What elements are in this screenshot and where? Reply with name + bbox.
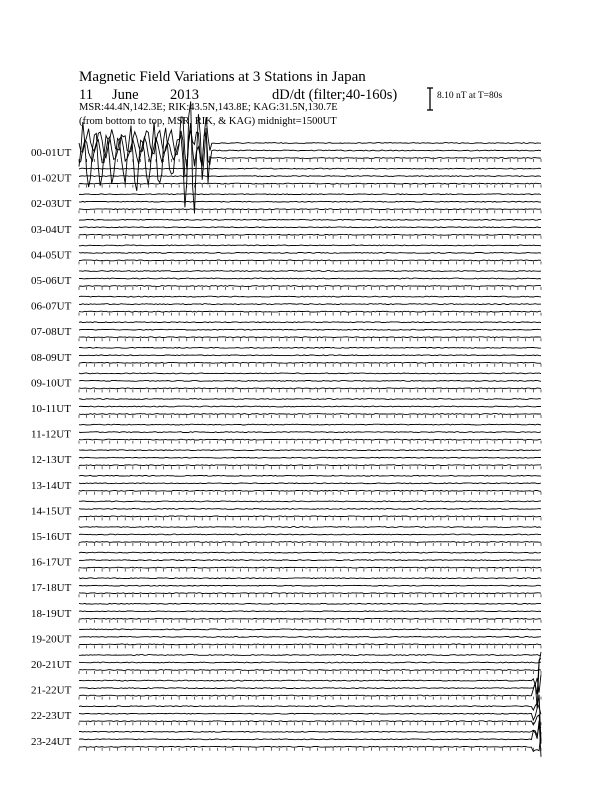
- hour-label: 08-09UT: [31, 351, 72, 364]
- trace-rik: [79, 253, 541, 254]
- trace-rik: [79, 721, 541, 757]
- hour-label: 07-08UT: [31, 326, 72, 339]
- trace-kag: [79, 475, 541, 476]
- station-order-note: (from bottom to top, MSR, RIK, & KAG) midnight=1500UT: [79, 116, 337, 127]
- date-day: 11: [79, 87, 93, 103]
- trace-msr: [79, 644, 541, 645]
- trace-msr: [79, 388, 541, 389]
- trace-msr: [79, 516, 541, 517]
- trace-rik: [79, 637, 541, 638]
- trace-msr: [79, 414, 541, 415]
- hour-label: 23-24UT: [31, 735, 72, 748]
- trace-rik: [79, 658, 541, 694]
- trace-rik: [79, 355, 541, 356]
- trace-msr: [79, 286, 541, 287]
- trace-rik: [79, 695, 541, 744]
- hour-label: 14-15UT: [31, 505, 72, 518]
- trace-rik: [79, 432, 541, 433]
- trace-rik: [79, 509, 541, 510]
- trace-msr: [79, 465, 541, 466]
- trace-msr: [79, 593, 541, 594]
- hour-label: 09-10UT: [31, 377, 72, 390]
- trace-msr: [79, 362, 541, 363]
- trace-kag: [79, 603, 541, 604]
- hour-label: 04-05UT: [31, 249, 72, 262]
- trace-rik: [79, 227, 541, 228]
- hour-label: 12-13UT: [31, 454, 72, 467]
- trace-kag: [79, 271, 541, 272]
- trace-kag: [79, 219, 541, 220]
- hour-label: 22-23UT: [31, 710, 72, 723]
- hour-label: 13-14UT: [31, 479, 72, 492]
- trace-rik: [79, 611, 541, 612]
- trace-msr: [79, 101, 541, 213]
- trace-msr: [79, 337, 541, 338]
- trace-kag: [79, 373, 541, 374]
- trace-kag: [79, 245, 541, 246]
- hour-label: 19-20UT: [31, 633, 72, 646]
- trace-msr: [79, 439, 541, 440]
- trace-kag: [79, 296, 541, 297]
- trace-kag: [79, 703, 541, 715]
- date-month: June: [112, 87, 139, 103]
- hour-label: 03-04UT: [31, 223, 72, 236]
- trace-kag: [79, 424, 541, 425]
- trace-msr: [79, 715, 541, 741]
- trace-kag: [79, 527, 541, 528]
- hour-label: 02-03UT: [31, 198, 72, 211]
- trace-kag: [79, 194, 541, 195]
- hour-label: 11-12UT: [31, 428, 71, 441]
- trace-kag: [79, 629, 541, 630]
- trace-msr: [79, 567, 541, 568]
- trace-kag: [79, 347, 541, 348]
- trace-msr: [79, 618, 541, 619]
- chart-title: Magnetic Field Variations at 3 Stations in Japan: [79, 69, 366, 85]
- trace-kag: [79, 501, 541, 502]
- trace-kag: [79, 322, 541, 323]
- trace-msr: [79, 209, 541, 210]
- hour-label: 05-06UT: [31, 275, 72, 287]
- trace-rik: [79, 534, 541, 535]
- trace-kag: [79, 726, 541, 736]
- trace-rik: [79, 483, 541, 484]
- trace-rik: [79, 381, 541, 382]
- trace-kag: [79, 450, 541, 451]
- trace-msr: [79, 311, 541, 312]
- hour-label: 17-18UT: [31, 582, 72, 595]
- hour-label: 16-17UT: [31, 556, 72, 569]
- hour-label: 21-22UT: [31, 684, 72, 697]
- trace-rik: [79, 560, 541, 561]
- trace-rik: [79, 176, 541, 177]
- trace-rik: [79, 585, 541, 586]
- hour-label: 01-02UT: [31, 172, 72, 185]
- trace-kag: [79, 655, 541, 656]
- scale-bar-label: 8.10 nT at T=80s: [437, 91, 503, 101]
- hour-label: 10-11UT: [31, 403, 71, 415]
- trace-msr: [79, 490, 541, 491]
- trace-rik: [79, 304, 541, 305]
- trace-rik: [79, 329, 541, 330]
- trace-kag: [79, 399, 541, 400]
- trace-rik: [79, 201, 541, 202]
- hour-label: 18-19UT: [31, 607, 72, 620]
- hour-label: 20-21UT: [31, 659, 72, 671]
- trace-rik: [79, 278, 541, 279]
- trace-kag: [79, 552, 541, 553]
- trace-kag: [79, 674, 541, 692]
- trace-rik: [79, 406, 541, 407]
- hour-label: 00-01UT: [31, 147, 72, 159]
- chart-subtitle: dD/dt (filter;40-160s): [272, 87, 398, 103]
- trace-msr: [79, 260, 541, 261]
- hour-label: 15-16UT: [31, 531, 72, 543]
- station-coordinates: MSR:44.4N,142.3E; RIK:43.5N,143.8E; KAG:31.5N,130.7E: [79, 102, 338, 113]
- trace-kag: [79, 578, 541, 579]
- trace-kag: [79, 168, 541, 169]
- hour-label: 06-07UT: [31, 300, 72, 313]
- trace-rik: [79, 662, 541, 663]
- trace-msr: [79, 234, 541, 235]
- trace-rik: [79, 457, 541, 458]
- trace-msr: [79, 670, 541, 671]
- trace-msr: [79, 542, 541, 543]
- date-year: 2013: [170, 87, 199, 103]
